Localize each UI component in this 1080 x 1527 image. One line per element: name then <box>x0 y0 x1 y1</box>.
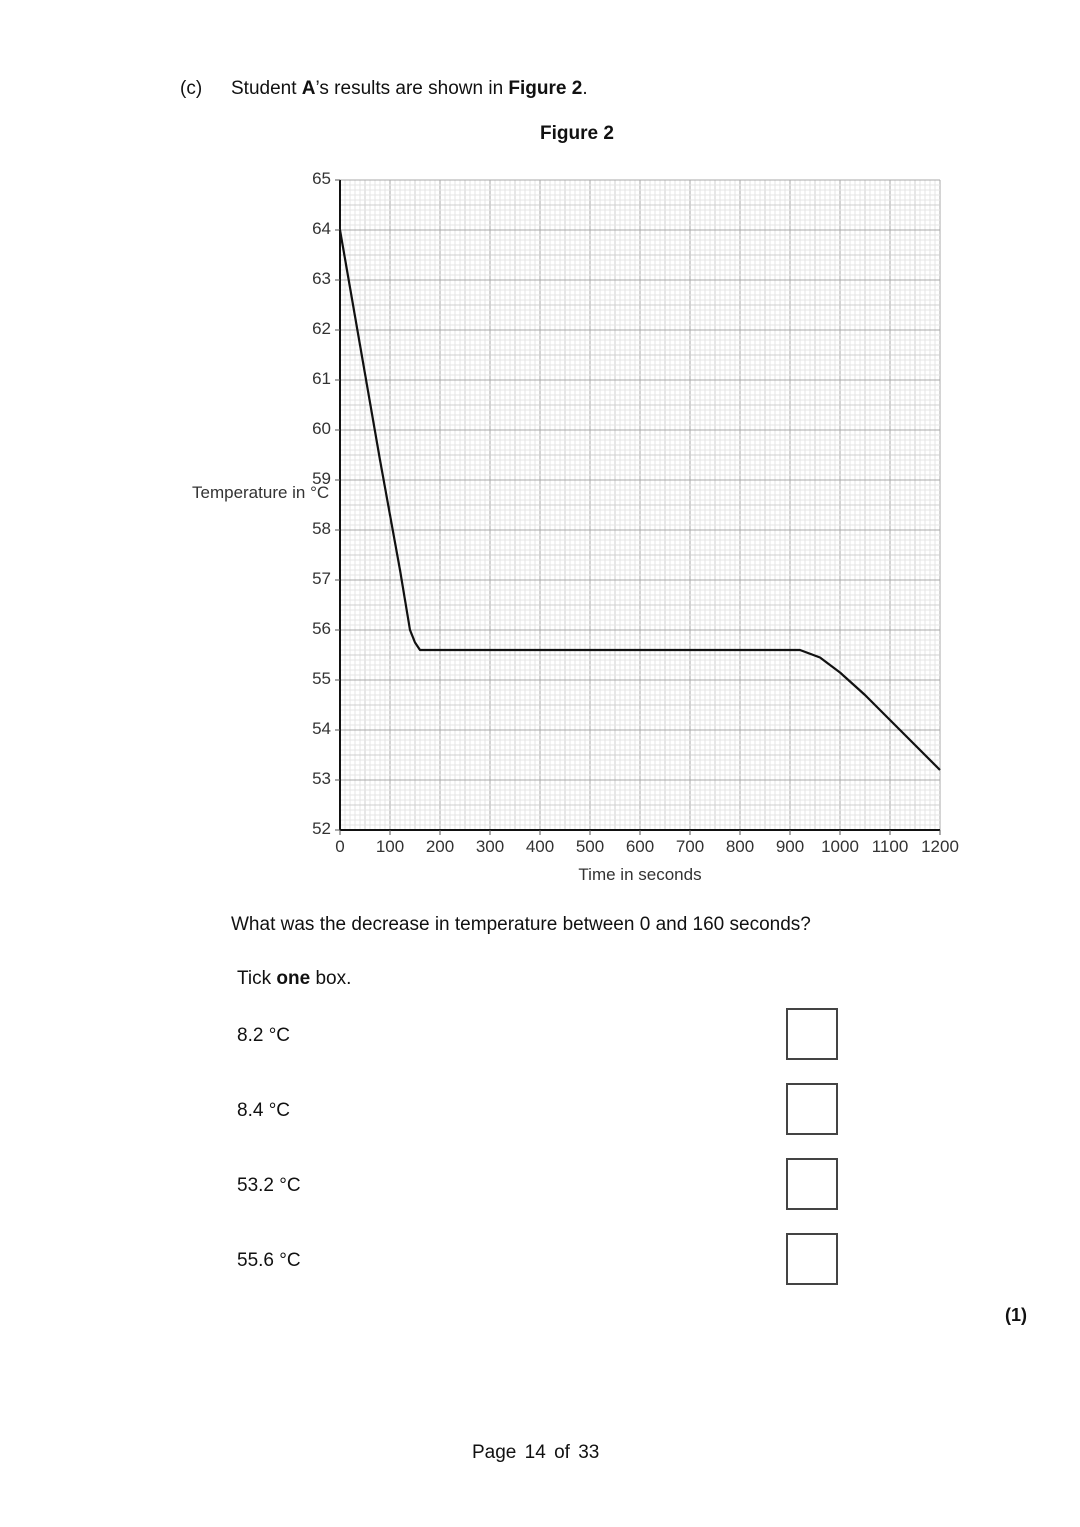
y-tick-label: 62 <box>312 319 331 338</box>
intro-student-name: A <box>301 78 316 99</box>
option-checkbox-4[interactable] <box>786 1233 838 1285</box>
y-axis-label: Temperature in °C <box>192 483 330 502</box>
option-label-3: 53.2 °C <box>237 1175 301 1196</box>
x-tick-label: 300 <box>475 837 505 856</box>
intro-figure-ref: Figure 2 <box>508 78 583 99</box>
x-axis-label: Time in seconds <box>578 865 702 884</box>
y-tick-label: 64 <box>312 219 331 238</box>
option-checkbox-2[interactable] <box>786 1083 838 1135</box>
option-label-2: 8.4 °C <box>237 1100 291 1121</box>
figure-title: Figure 2 <box>540 123 614 144</box>
y-tick-label: 52 <box>312 819 331 838</box>
y-tick-label: 54 <box>312 719 331 738</box>
y-tick-label: 58 <box>312 519 331 538</box>
option-checkbox-3[interactable] <box>786 1158 838 1210</box>
y-tick-label: 55 <box>312 669 331 688</box>
option-checkbox-1[interactable] <box>786 1008 838 1060</box>
x-tick-label: 900 <box>775 837 805 856</box>
x-tick-label: 1000 <box>821 837 859 856</box>
y-tick-label: 60 <box>312 419 331 438</box>
y-tick-label: 59 <box>312 469 331 488</box>
y-tick-label: 57 <box>312 569 331 588</box>
x-tick-label: 1100 <box>871 837 909 856</box>
x-tick-label: 100 <box>375 837 405 856</box>
x-tick-label: 400 <box>525 837 555 856</box>
x-tick-label: 800 <box>725 837 755 856</box>
intro-text: ’s results are shown in <box>315 78 509 99</box>
question-prompt: What was the decrease in temperature between 0 and 160 seconds? <box>231 914 811 935</box>
instruction-text: box. <box>310 968 352 989</box>
y-tick-label: 65 <box>312 169 331 188</box>
x-tick-label: 700 <box>675 837 705 856</box>
instruction <box>237 968 351 990</box>
x-tick-label: 500 <box>575 837 605 856</box>
intro-text: . <box>582 78 588 99</box>
y-tick-label: 56 <box>312 619 331 638</box>
x-tick-label: 200 <box>425 837 455 856</box>
question-part-label: (c) <box>180 78 203 99</box>
y-tick-label: 53 <box>312 769 331 788</box>
marks-indicator: (1) <box>1005 1305 1027 1325</box>
instruction-emphasis: one <box>276 968 311 989</box>
x-tick-label: 1200 <box>921 837 959 856</box>
x-tick-label: 600 <box>625 837 655 856</box>
x-tick-label: 0 <box>335 837 345 856</box>
y-tick-label: 61 <box>312 369 331 388</box>
option-label-1: 8.2 °C <box>237 1025 291 1046</box>
intro-text: Student <box>231 78 302 99</box>
instruction-text: Tick <box>237 968 277 989</box>
option-label-4: 55.6 °C <box>237 1250 301 1271</box>
y-tick-label: 63 <box>312 269 331 288</box>
page-number: Page 14 of 33 <box>472 1442 600 1463</box>
